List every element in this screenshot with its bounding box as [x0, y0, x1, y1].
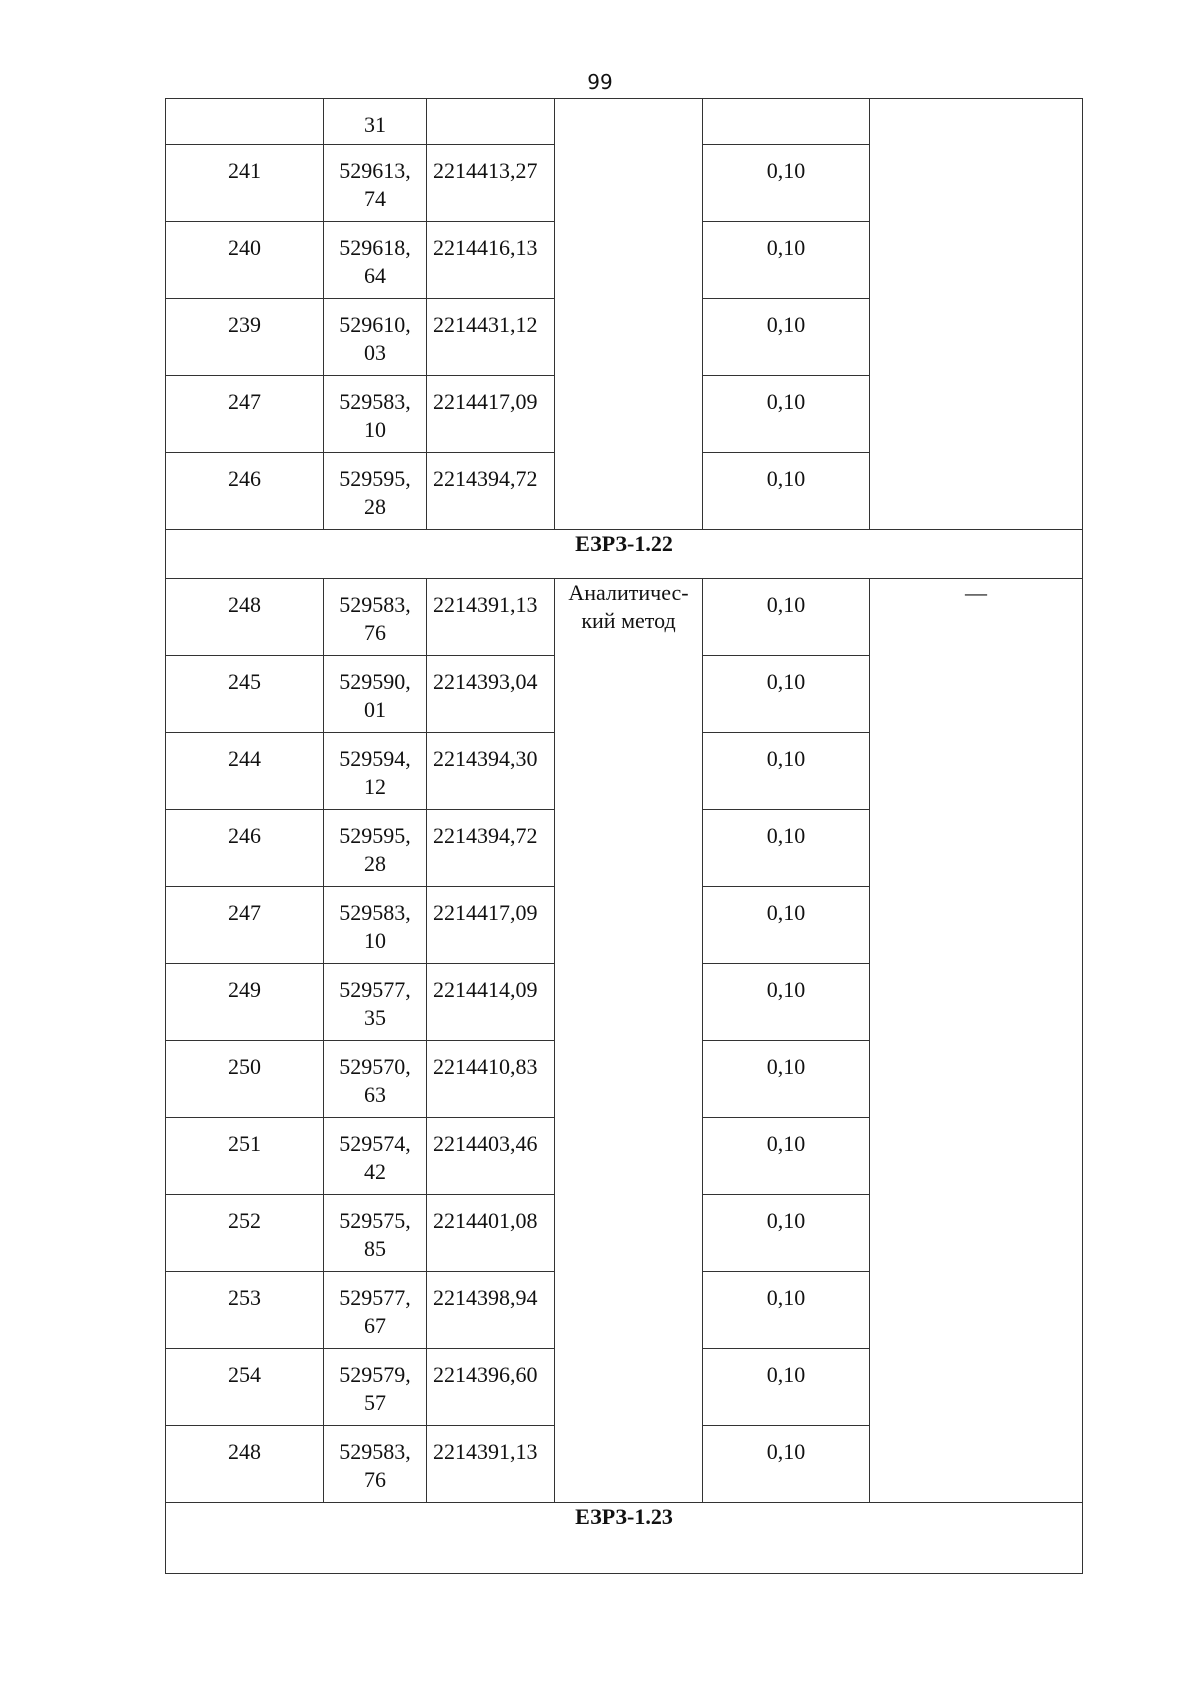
y-coordinate-cell [427, 656, 555, 733]
accuracy-cell-text: 0,10 [766, 900, 806, 925]
accuracy-cell-text: 0,10 [766, 389, 806, 414]
x-coordinate-cell [324, 579, 427, 656]
y-coordinate-cell-text: 2214403,46 [433, 1131, 538, 1156]
y-coordinate-cell [427, 1426, 555, 1503]
accuracy-cell [703, 376, 870, 453]
point-number-cell [166, 376, 324, 453]
accuracy-cell [703, 1272, 870, 1349]
accuracy-cell [703, 299, 870, 376]
x-coordinate-cell [324, 222, 427, 299]
point-number-cell [166, 1195, 324, 1272]
section-title: ЕЗРЗ-1.22 [166, 530, 1083, 579]
x-coordinate-cell-text: 529575, 85 [339, 1208, 411, 1261]
y-coordinate-cell [427, 1041, 555, 1118]
point-number-cell [166, 222, 324, 299]
accuracy-cell [703, 99, 870, 145]
accuracy-cell-text [703, 99, 869, 111]
point-number-cell [166, 1272, 324, 1349]
y-coordinate-cell [427, 376, 555, 453]
accuracy-cell-text: 0,10 [766, 158, 806, 183]
y-coordinate-cell-text: 2214410,83 [433, 1054, 538, 1079]
x-coordinate-cell [324, 964, 427, 1041]
x-coordinate-cell [324, 376, 427, 453]
x-coordinate-cell-text: 31 [364, 112, 386, 137]
accuracy-cell-text: 0,10 [766, 669, 806, 694]
point-number-cell-text: 254 [228, 1362, 261, 1387]
point-number-cell-text: 245 [228, 669, 261, 694]
y-coordinate-cell [427, 145, 555, 222]
table-row [166, 579, 1083, 656]
point-number-cell-text: 239 [228, 312, 261, 337]
point-number-cell-text: 253 [228, 1285, 261, 1310]
x-coordinate-cell [324, 1426, 427, 1503]
accuracy-cell-text: 0,10 [766, 977, 806, 1002]
x-coordinate-cell-text: 529570, 63 [339, 1054, 411, 1107]
x-coordinate-cell-text: 529583, 76 [339, 1439, 411, 1492]
y-coordinate-cell [427, 99, 555, 145]
point-number-cell [166, 1118, 324, 1195]
x-coordinate-cell [324, 887, 427, 964]
point-number-cell-text: 246 [228, 466, 261, 491]
point-number-cell-text: 240 [228, 235, 261, 260]
y-coordinate-cell-text: 2214431,12 [433, 312, 538, 337]
y-coordinate-cell-text: 2214416,13 [433, 235, 538, 260]
point-number-cell [166, 145, 324, 222]
method-cell [555, 99, 703, 530]
y-coordinate-cell [427, 299, 555, 376]
x-coordinate-cell-text: 529577, 35 [339, 977, 411, 1030]
x-coordinate-cell-text: 529590, 01 [339, 669, 411, 722]
x-coordinate-cell [324, 1041, 427, 1118]
x-coordinate-cell-text: 529583, 76 [339, 592, 411, 645]
accuracy-cell-text: 0,10 [766, 1439, 806, 1464]
point-number-cell [166, 964, 324, 1041]
y-coordinate-cell [427, 810, 555, 887]
point-number-cell-text: 244 [228, 746, 261, 771]
y-coordinate-cell-text: 2214413,27 [433, 158, 538, 183]
accuracy-cell [703, 453, 870, 530]
y-coordinate-cell-text: 2214401,08 [433, 1208, 538, 1233]
method-cell [555, 579, 703, 1503]
x-coordinate-cell-text: 529610, 03 [339, 312, 411, 365]
x-coordinate-cell [324, 1195, 427, 1272]
point-number-cell [166, 656, 324, 733]
page-number: 99 [587, 70, 613, 94]
y-coordinate-cell [427, 579, 555, 656]
point-number-cell [166, 733, 324, 810]
y-coordinate-cell [427, 887, 555, 964]
y-coordinate-cell-text: 2214391,13 [433, 1439, 538, 1464]
point-number-cell [166, 810, 324, 887]
point-number-cell [166, 453, 324, 530]
point-number-cell-text: 248 [228, 592, 261, 617]
x-coordinate-cell [324, 733, 427, 810]
accuracy-cell-text: 0,10 [766, 1054, 806, 1079]
x-coordinate-cell [324, 1349, 427, 1426]
accuracy-cell [703, 810, 870, 887]
point-number-cell [166, 299, 324, 376]
x-coordinate-cell-text: 529574, 42 [339, 1131, 411, 1184]
x-coordinate-cell-text: 529577, 67 [339, 1285, 411, 1338]
section-row [166, 1503, 1083, 1574]
x-coordinate-cell-text: 529613, 74 [339, 158, 411, 211]
y-coordinate-cell-text [427, 99, 554, 111]
accuracy-cell [703, 1118, 870, 1195]
note-cell [870, 579, 1083, 1503]
y-coordinate-cell-text: 2214393,04 [433, 669, 538, 694]
y-coordinate-cell [427, 1349, 555, 1426]
accuracy-cell-text: 0,10 [766, 1285, 806, 1310]
y-coordinate-cell [427, 1118, 555, 1195]
point-number-cell-text: 241 [228, 158, 261, 183]
point-number-cell-text: 249 [228, 977, 261, 1002]
dash-text: — [965, 580, 987, 605]
accuracy-cell-text: 0,10 [766, 312, 806, 337]
x-coordinate-cell-text: 529595, 28 [339, 466, 411, 519]
point-number-cell [166, 887, 324, 964]
y-coordinate-cell-text: 2214394,72 [433, 466, 538, 491]
x-coordinate-cell [324, 299, 427, 376]
point-number-cell-text [166, 99, 323, 111]
accuracy-cell-text: 0,10 [766, 1131, 806, 1156]
x-coordinate-cell [324, 453, 427, 530]
y-coordinate-cell-text: 2214417,09 [433, 389, 538, 414]
y-coordinate-cell [427, 733, 555, 810]
x-coordinate-cell [324, 99, 427, 145]
x-coordinate-cell-text: 529583, 10 [339, 900, 411, 953]
method-text: Аналитичес- кий метод [568, 580, 689, 633]
note-cell [870, 99, 1083, 530]
accuracy-cell-text: 0,10 [766, 592, 806, 617]
point-number-cell [166, 1426, 324, 1503]
accuracy-cell [703, 1041, 870, 1118]
accuracy-cell [703, 1426, 870, 1503]
accuracy-cell-text: 0,10 [766, 1362, 806, 1387]
section-row [166, 530, 1083, 579]
accuracy-cell-text: 0,10 [766, 1208, 806, 1233]
accuracy-cell [703, 1349, 870, 1426]
table-row [166, 99, 1083, 145]
point-number-cell-text: 252 [228, 1208, 261, 1233]
y-coordinate-cell-text: 2214414,09 [433, 977, 538, 1002]
y-coordinate-cell [427, 964, 555, 1041]
y-coordinate-cell-text: 2214394,30 [433, 746, 538, 771]
x-coordinate-cell-text: 529583, 10 [339, 389, 411, 442]
point-number-cell-text: 247 [228, 900, 261, 925]
y-coordinate-cell-text: 2214396,60 [433, 1362, 538, 1387]
coordinates-table [165, 98, 1083, 1574]
point-number-cell-text: 250 [228, 1054, 261, 1079]
x-coordinate-cell [324, 810, 427, 887]
point-number-cell [166, 579, 324, 656]
point-number-cell-text: 246 [228, 823, 261, 848]
y-coordinate-cell [427, 1272, 555, 1349]
accuracy-cell [703, 964, 870, 1041]
point-number-cell-text: 248 [228, 1439, 261, 1464]
accuracy-cell [703, 222, 870, 299]
point-number-cell-text: 247 [228, 389, 261, 414]
y-coordinate-cell-text: 2214394,72 [433, 823, 538, 848]
x-coordinate-cell-text: 529594, 12 [339, 746, 411, 799]
point-number-cell [166, 1041, 324, 1118]
accuracy-cell [703, 1195, 870, 1272]
accuracy-cell [703, 145, 870, 222]
accuracy-cell-text: 0,10 [766, 466, 806, 491]
y-coordinate-cell [427, 453, 555, 530]
accuracy-cell-text: 0,10 [766, 235, 806, 260]
accuracy-cell-text: 0,10 [766, 746, 806, 771]
accuracy-cell [703, 733, 870, 810]
point-number-cell-text: 251 [228, 1131, 261, 1156]
accuracy-cell [703, 656, 870, 733]
x-coordinate-cell-text: 529579, 57 [339, 1362, 411, 1415]
x-coordinate-cell [324, 1118, 427, 1195]
point-number-cell [166, 99, 324, 145]
x-coordinate-cell-text: 529595, 28 [339, 823, 411, 876]
y-coordinate-cell-text: 2214391,13 [433, 592, 538, 617]
x-coordinate-cell [324, 656, 427, 733]
x-coordinate-cell [324, 1272, 427, 1349]
y-coordinate-cell [427, 1195, 555, 1272]
y-coordinate-cell-text: 2214398,94 [433, 1285, 538, 1310]
point-number-cell [166, 1349, 324, 1426]
x-coordinate-cell-text: 529618, 64 [339, 235, 411, 288]
section-title: ЕЗРЗ-1.23 [166, 1503, 1083, 1574]
accuracy-cell-text: 0,10 [766, 823, 806, 848]
y-coordinate-cell [427, 222, 555, 299]
accuracy-cell [703, 579, 870, 656]
y-coordinate-cell-text: 2214417,09 [433, 900, 538, 925]
x-coordinate-cell [324, 145, 427, 222]
accuracy-cell [703, 887, 870, 964]
